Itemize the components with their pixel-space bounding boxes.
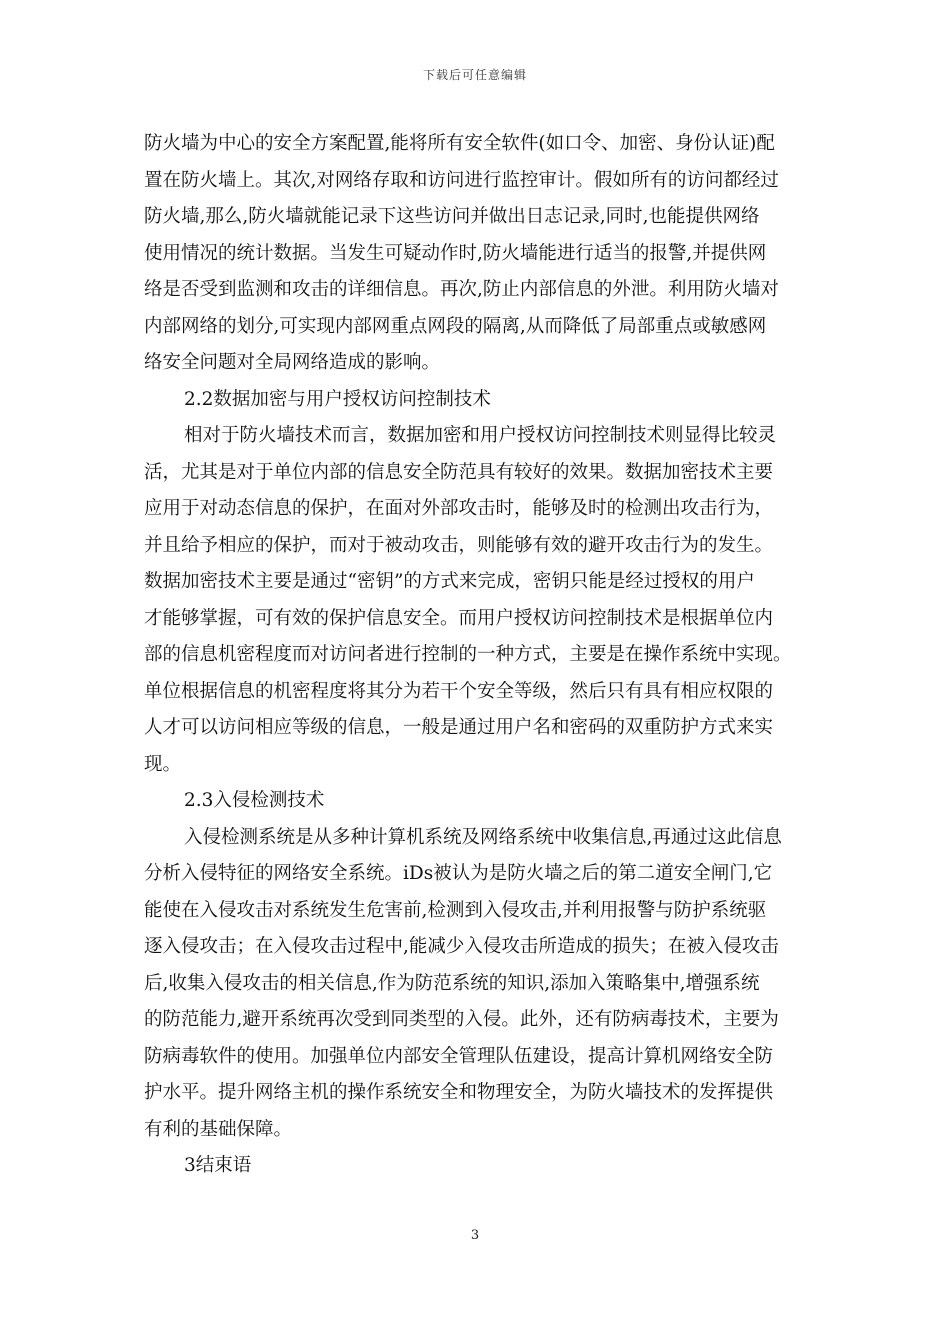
text-line: 部的信息机密程度而对访问者进行控制的一种方式，主要是在操作系统中实现。 — [144, 644, 792, 665]
text-line: 有利的基础保障。 — [144, 1118, 293, 1140]
page-header: 下载后可任意编辑 — [422, 68, 527, 82]
text-line: 置在防火墙上。其次,对网络存取和访问进行监控审计。假如所有的访问都经过 — [144, 169, 779, 191]
text-line: 络安全问题对全局网络造成的影响。 — [144, 352, 441, 373]
page-number: 3 — [470, 1228, 480, 1243]
text-line: 活，尤其是对于单位内部的信息安全防范具有较好的效果。数据加密技术主要 — [144, 461, 774, 483]
text-line: 护水平。提升网络主机的操作系统安全和物理安全，为防火墙技术的发挥提供 — [144, 1082, 774, 1103]
section-heading: 2.3入侵检测技术 — [184, 790, 325, 811]
text-line: 应用于对动态信息的保护，在面对外部攻击时，能够及时的检测出攻击行为， — [144, 498, 774, 519]
text-line: 分析入侵特征的网络安全系统。iDs被认为是防火墙之后的第二道安全闸门,它 — [144, 863, 773, 884]
text-line: 数据加密技术主要是通过“密钥”的方式来完成，密钥只能是经过授权的用户 — [144, 571, 755, 592]
text-line: 使用情况的统计数据。当发生可疑动作时,防火墙能进行适当的报警,并提供网 — [144, 242, 767, 264]
text-line: 才能够掌握，可有效的保护信息安全。而用户授权访问控制技术是根据单位内 — [144, 607, 774, 629]
text-line: 现。 — [144, 753, 182, 775]
text-line: 单位根据信息的机密程度将其分为若干个安全等级，然后只有具有相应权限的 — [144, 680, 774, 702]
text-line: 人才可以访问相应等级的信息，一般是通过用户名和密码的双重防护方式来实 — [144, 717, 774, 738]
text-line: 内部网络的划分,可实现内部网重点网段的隔离,从而降低了局部重点或敏感网 — [144, 315, 767, 337]
text-line: 入侵检测系统是从多种计算机系统及网络系统中收集信息,再通过这此信息 — [184, 826, 782, 848]
section-heading: 3结束语 — [184, 1155, 252, 1176]
text-line: 能使在入侵攻击对系统发生危害前,检测到入侵攻击,并利用报警与防护系统驱 — [144, 899, 767, 921]
text-line: 防病毒软件的使用。加强单位内部安全管理队伍建设，提高计算机网络安全防 — [144, 1045, 774, 1067]
text-line: 相对于防火墙技术而言，数据加密和用户授权访问控制技术则显得比较灵 — [184, 425, 777, 446]
section-heading: 2.2数据加密与用户授权访问控制技术 — [184, 388, 491, 410]
text-line: 并且给予相应的保护，而对于被动攻击，则能够有效的避开攻击行为的发生。 — [144, 534, 774, 556]
text-line: 逐入侵攻击；在入侵攻击过程中,能减少入侵攻击所造成的损失；在被入侵攻击 — [144, 936, 779, 957]
text-line: 的防范能力,避开系统再次受到同类型的入侵。此外，还有防病毒技术，主要为 — [144, 1009, 779, 1030]
text-line: 防火墙为中心的安全方案配置,能将所有安全软件(如口令、加密、身份认证)配 — [144, 133, 775, 154]
document-body — [144, 126, 809, 1185]
text-line: 络是否受到监测和攻击的详细信息。再次,防止内部信息的外泄。利用防火墙对 — [144, 279, 779, 300]
text-line: 防火墙,那么,防火墙就能记录下这些访问并做出日志记录,同时,也能提供网络 — [144, 206, 760, 227]
text-line: 后,收集入侵攻击的相关信息,作为防范系统的知识,添加入策略集中,增强系统 — [144, 972, 760, 994]
